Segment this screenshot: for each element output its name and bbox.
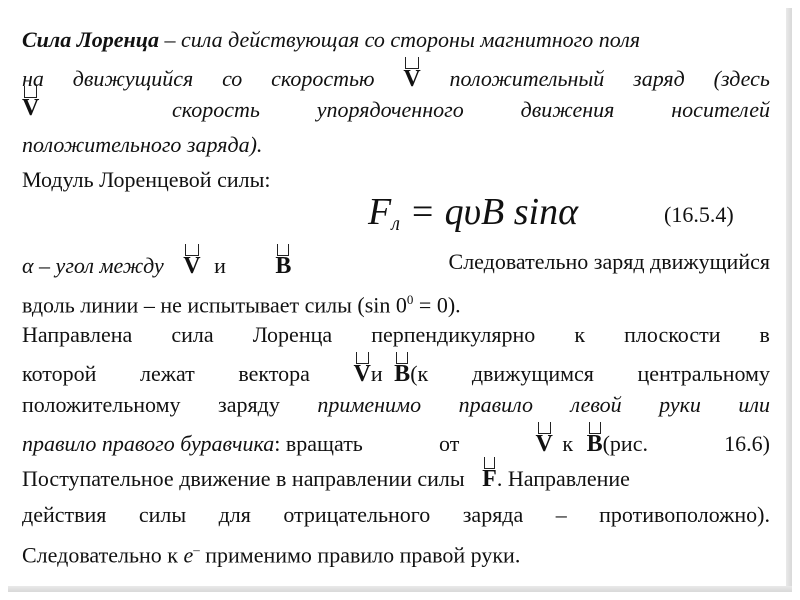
vector-v-symbol [536,422,553,456]
paragraph-line-6 [22,244,770,279]
vector-group [536,422,648,461]
paragraph-line-13 [22,497,770,532]
text: положительного заряда). [22,132,263,157]
paragraph-line-3 [22,92,770,127]
word: перпендикулярно [371,322,536,347]
lorentz-formula [368,192,578,244]
vector-letter: B [586,431,603,457]
formula-lhs: F [368,191,392,233]
word: положительному [22,392,181,417]
vector-letter: V [535,431,553,457]
vector-arrow-icon [185,244,198,256]
word: вектора [238,361,310,386]
word: силы [138,502,187,527]
paragraph-line-8 [22,317,770,352]
word: левой [570,392,622,417]
formula-rhs: = qυB sinα [399,191,579,233]
definition-text: – сила действующая со стороны магнитного поля [159,27,641,52]
text: Модуль Лоренцевой силы: [22,167,271,192]
word: 16.6) [724,431,770,456]
electron-symbol: e [183,542,194,568]
slide-text [22,16,770,578]
word: правило [458,392,533,417]
word: носителей [671,97,770,122]
word: плоскости [624,322,721,347]
word: (рис. [602,431,648,456]
paragraph-line-7 [22,282,770,317]
vector-v-symbol [183,244,200,278]
text: : вращать [274,431,363,456]
page-shadow-right [786,8,792,592]
word: и [214,253,226,278]
vector-arrow-icon [24,86,37,98]
vector-f-symbol [482,457,497,491]
word: Направлена [22,322,133,347]
word: со [222,66,243,91]
text: правило правого буравчика [22,431,275,456]
word: и [370,361,383,386]
text: вдоль линии – не испытывает силы (sin 0 [22,292,407,318]
vector-letter: F [482,466,497,492]
vector-group [354,352,429,391]
word: скоростью [271,66,375,91]
formula-subscript: л [391,213,400,235]
paragraph-line-14 [22,532,770,567]
word: центральному [637,361,770,386]
word: которой [22,361,97,386]
word: противоположно). [599,502,770,527]
vector-v-symbol [354,352,371,386]
text: применимо правило правой руки. [199,542,521,568]
formula-number: (16.5.4) [664,202,734,227]
word: лежат [140,361,195,386]
paragraph-line-9 [22,352,770,387]
text: Следовательно заряд движущийся [448,249,770,274]
word: заряду [218,392,280,417]
word: (к [410,361,429,386]
vector-arrow-icon [277,244,289,256]
word: – [555,502,567,527]
text: Следовательно к [22,542,184,568]
paragraph-line-2 [22,57,770,92]
text: = 0). [413,292,461,318]
word: применимо [317,392,422,417]
word: от [439,431,460,456]
vector-v-symbol [22,86,39,120]
word: заряд [633,66,685,91]
paragraph-line-10 [22,387,770,422]
page-shadow-bottom [8,586,792,592]
vector-arrow-icon [589,422,601,434]
paragraph-line-11 [22,422,770,457]
text: . Направление [496,466,630,491]
vector-arrow-icon [396,352,408,364]
word: в [759,322,770,347]
word: движущимся [471,361,594,386]
word: Лоренца [252,322,333,347]
vector-arrow-icon [484,457,495,469]
word: упорядоченного [316,97,464,122]
word: действия [22,502,107,527]
vector-letter: V [183,253,201,279]
vector-arrow-icon [538,422,551,434]
word: заряда [462,502,524,527]
text: α – угол между [22,253,164,278]
superscript: 0 [406,292,414,307]
text: Поступательное движение в направлении силы [22,466,465,491]
word: движения [520,97,615,122]
vector-letter: B [275,253,292,279]
vector-arrow-icon [405,57,418,69]
vector-b-symbol [394,352,410,386]
word: к [574,322,586,347]
word: или [738,392,770,417]
vector-letter: B [394,361,411,387]
word: (здесь [713,66,770,91]
word: к [562,431,574,456]
word: отрицательного [283,502,431,527]
word: движущийся [72,66,194,91]
term-lorentz-force: Сила Лоренца [22,27,160,52]
vector-letter: V [403,66,421,92]
vector-letter: V [22,95,40,121]
vector-b-symbol [587,422,603,456]
word: руки [659,392,701,417]
word: скорость [172,97,260,122]
superscript: – [193,542,200,557]
vector-letter: V [353,361,371,387]
word: на [22,66,44,91]
vector-b-symbol [275,244,291,278]
paragraph-line-4 [22,127,770,162]
vector-arrow-icon [356,352,369,364]
paragraph-line-1 [22,22,770,57]
word: сила [171,322,214,347]
paragraph-line-12 [22,457,770,492]
word: положительный [449,66,605,91]
vector-v-symbol [403,57,420,91]
word: для [218,502,251,527]
